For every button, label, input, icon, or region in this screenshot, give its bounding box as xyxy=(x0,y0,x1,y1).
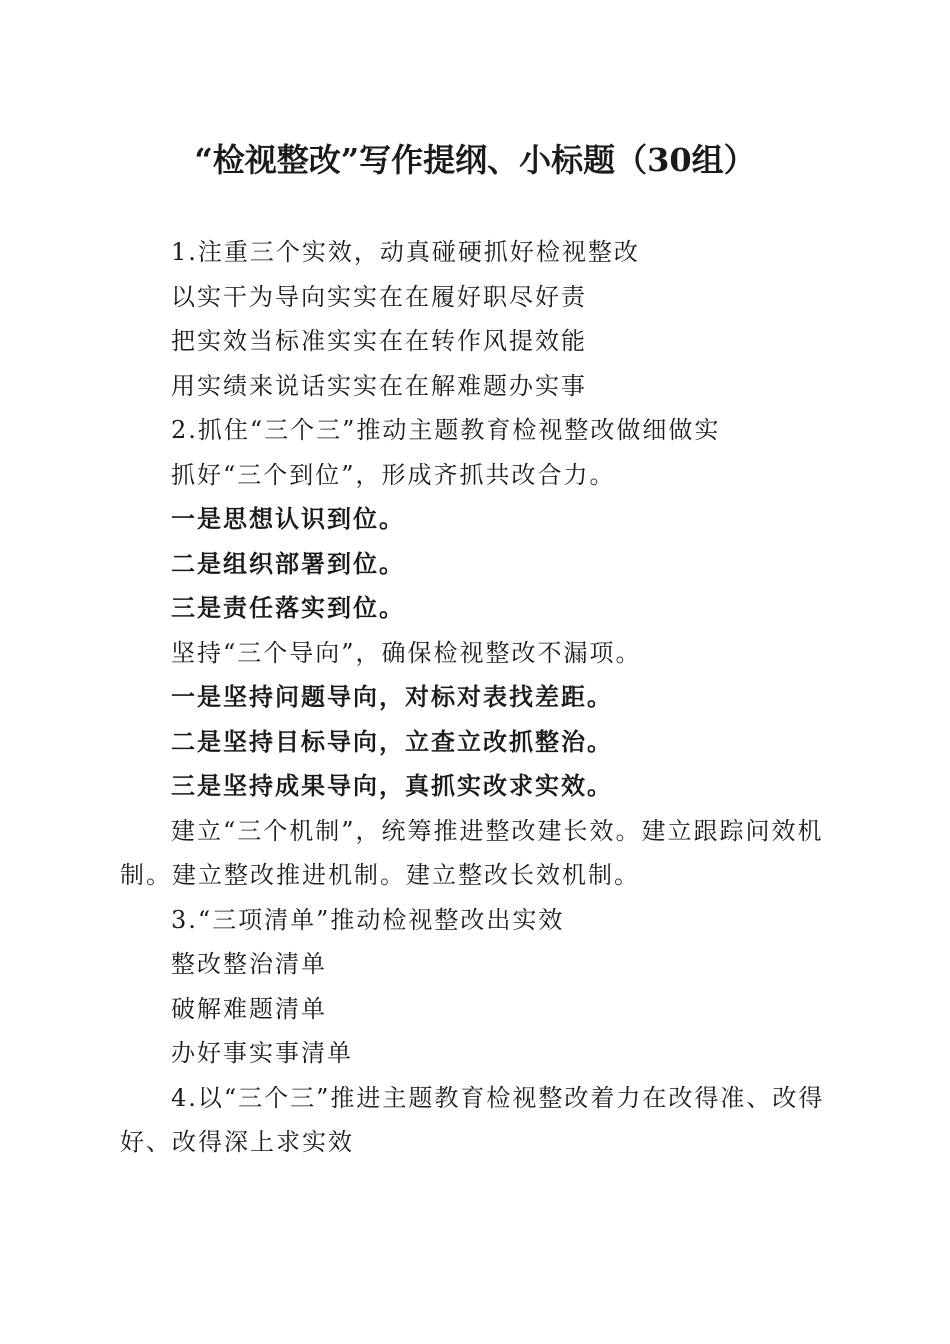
paragraph: 办好事实事清单 xyxy=(171,1039,353,1067)
paragraph: 建立“三个机制”，统筹推进整改建长效。建立跟踪问效机制。建立整改推进机制。建立整改长效机制。 xyxy=(120,816,824,889)
paragraph: 三是责任落实到位。 xyxy=(171,593,405,622)
paragraph: 以实干为导向实实在在履好职尽好责 xyxy=(171,282,587,311)
document-title: “检视整改”写作提纲、小标题（30组） xyxy=(194,141,756,179)
paragraph: 用实绩来说话实实在在解难题办实事 xyxy=(171,371,587,400)
paragraph: 破解难题清单 xyxy=(171,994,327,1023)
paragraph: 二是坚持目标导向，立查立改抓整治。 xyxy=(171,726,613,756)
paragraph: 抓好“三个到位”，形成齐抓共改合力。 xyxy=(171,460,616,489)
document-body xyxy=(120,230,825,1165)
paragraph: 坚持“三个导向”，确保检视整改不漏项。 xyxy=(171,638,642,667)
paragraph: 1.注重三个实效，动真碰硬抓好检视整改 xyxy=(171,238,640,266)
paragraph: 一是坚持问题导向，对标对表找差距。 xyxy=(171,682,613,711)
paragraph: 2.抓住“三个三”推动主题教育检视整改做细做实 xyxy=(171,416,721,444)
paragraph: 把实效当标准实实在在转作风提效能 xyxy=(171,327,587,355)
paragraph: 三是坚持成果导向，真抓实改求实效。 xyxy=(171,771,613,800)
paragraph: 二是组织部署到位。 xyxy=(171,548,405,578)
paragraph: 一是思想认识到位。 xyxy=(171,504,405,533)
paragraph: 4.以“三个三”推进主题教育检视整改着力在改得准、改得好、改得深上求实效 xyxy=(120,1083,825,1156)
paragraph: 3.“三项清单”推动检视整改出实效 xyxy=(171,905,565,934)
paragraph: 整改整治清单 xyxy=(171,950,327,978)
